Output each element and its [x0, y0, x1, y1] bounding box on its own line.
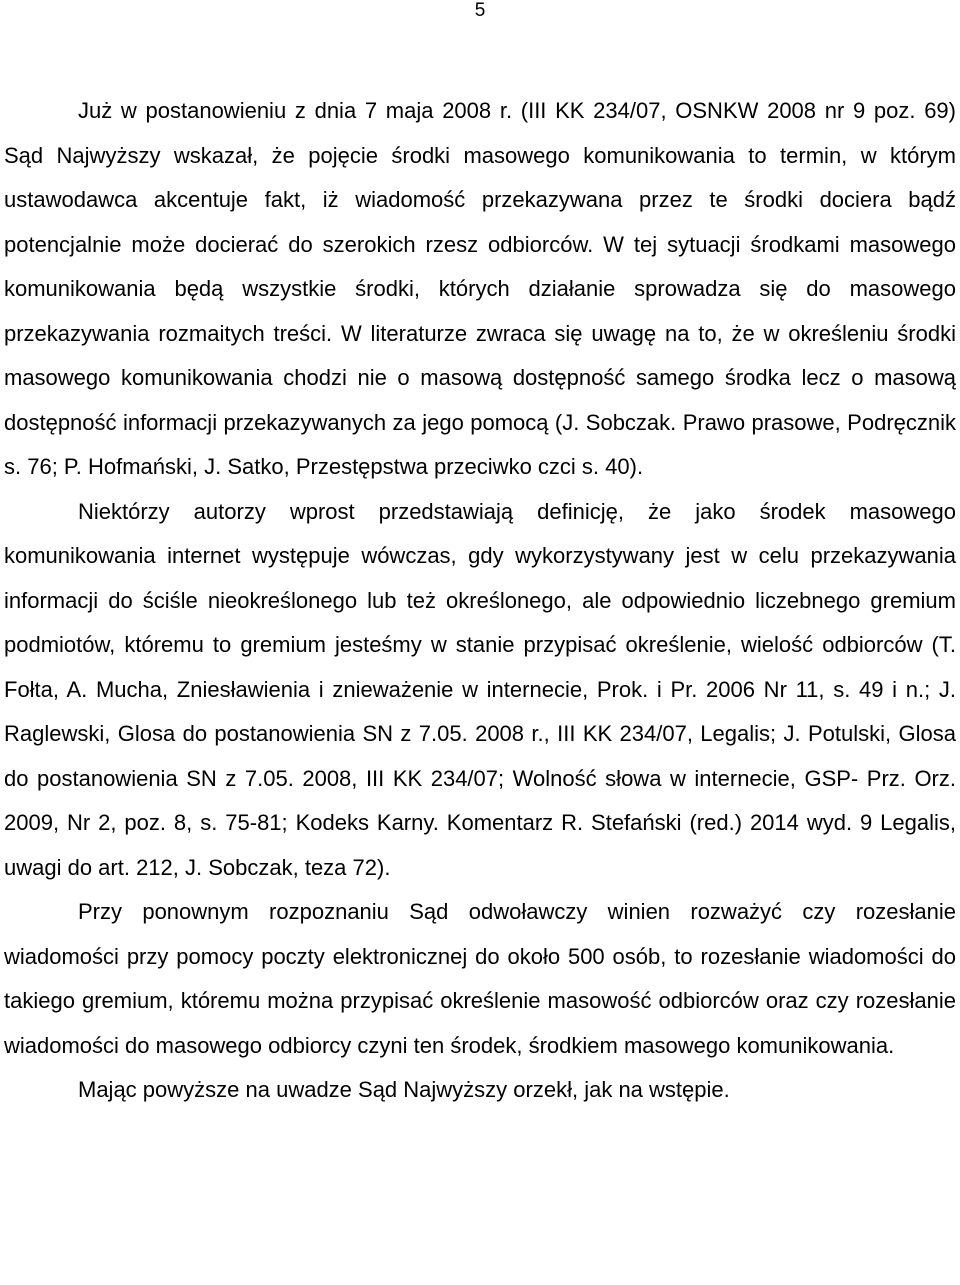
document-body — [4, 89, 956, 1113]
paragraph-closing-ruling: Mając powyższe na uwadze Sąd Najwyższy orzekł, jak na wstępie. — [78, 1077, 730, 1102]
paragraph-internet-definition: Niektórzy autorzy wprost przedstawiają definicję, że jako środek masowego komunikowania internet występuje wówczas, gdy wykorzystywany jest w celu przekazywania informacji do ściśle nieokreślonego lub też określonego, ale odpowiednio liczebnego gremium podmiotów, któremu to gremium jesteśmy w stanie przypisać określenie, wielość odbiorców (T. Fołta, A. Mucha, Zniesławienia i znieważenie w internecie, Prok. i Pr. 2006 Nr 11, s. 49 i n.; J. Raglewski, Glosa do postanowienia SN z 7.05. 2008 r., III KK 234/07, Legalis; J. Potulski, Glosa do postanowienia SN z 7.05. 2008, III KK 234/07; Wolność słowa w internecie, GSP- Prz. Orz. 2009, Nr 2, poz. 8, s. 75-81; Kodeks Karny. Komentarz R. Stefański (red.) 2014 wyd. 9 Legalis, uwagi do art. 212, J. Sobczak, teza 72). — [4, 498, 956, 880]
paragraph-srodki-masowego-komunikowania: Już w postanowieniu z dnia 7 maja 2008 r. (III KK 234/07, OSNKW 2008 nr 9 poz. 69) Sąd Najwyższy wskazał, że pojęcie środki masowego komunikowania to termin, w którym ustawodawca akcentuje fakt, iż wiadomość przekazywana przez te środki dociera bądź potencjalnie może docierać do szerokich rzesz odbiorców. W tej sytuacji środkami masowego komunikowania będą wszystkie środki, których działanie sprowadza się do masowego przekazywania rozmaitych treści. W literaturze zwraca się uwagę na to, że w określeniu środki masowego komunikowania chodzi nie o masową dostępność samego środka lecz o masową dostępność informacji przekazywanych za jego pomocą (J. Sobczak. Prawo prasowe, Podręcznik s. 76; P. Hofmański, J. Satko, Przestępstwa przeciwko czci s. 40). — [4, 98, 956, 479]
page-number: 5 — [474, 0, 486, 21]
paragraph-ponowne-rozpoznanie: Przy ponownym rozpoznaniu Sąd odwoławczy winien rozważyć czy rozesłanie wiadomości przy pomocy poczty elektronicznej do około 500 osób, to rozesłanie wiadomości do takiego gremium, któremu można przypisać określenie masowość odbiorców oraz czy rozesłanie wiadomości do masowego odbiorcy czyni ten środek, środkiem masowego komunikowania. — [4, 899, 956, 1058]
